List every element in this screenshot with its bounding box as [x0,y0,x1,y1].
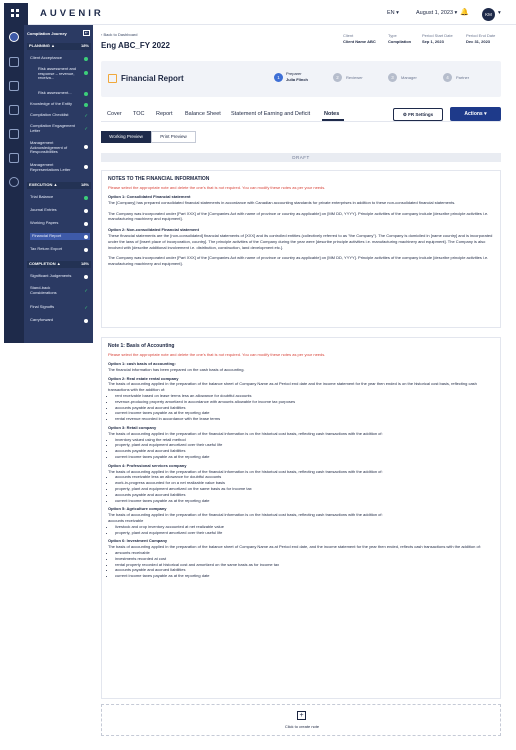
avatar-chevron-icon[interactable]: ▾ [498,10,501,16]
meta-period-start: Period Start Date Sep 1, 2023 [422,33,453,44]
sidebar-item-significant-judgements[interactable]: Significant Judgements [30,274,90,279]
note1-opt2-paragraph: The basis of accounting applied in the preparation of the balance sheet of Company Name as at Period end date and the income statement for the year then ended is on the historical cost basis, reflecting cash transactions with the addition of: [108,381,477,393]
step-3-badge: 3 [388,73,397,82]
edit-icon[interactable] [9,129,19,139]
list-item: • current income taxes payable as at the reporting date [115,498,494,504]
journey-sidebar [24,25,93,343]
meta-type: Type Compilation [388,33,412,44]
sidebar-item-knowledge-entity[interactable]: Knowledge of the Entity [30,102,90,107]
list-item: • current income taxes payable as at the reporting date [115,454,494,460]
list-item: • accounts payable and accrued liabilities [115,448,494,454]
note1-opt4-title: Option 4: Professional services company [108,462,187,468]
step-2-badge: 2 [333,73,342,82]
list-item: • property, plant and equipment amortized over their useful life [115,442,494,448]
journey-icon[interactable] [9,32,19,42]
step-preparer[interactable]: Preparer Julia Flinch [286,71,309,82]
list-item: • rental revenue recorded in accordance with the lease terms [115,416,494,422]
notes-title: NOTES TO THE FINANCIAL INFORMATION [108,176,210,182]
tab-statement-earning[interactable]: Statement of Earning and Deficit [231,111,311,117]
plus-icon: + [297,711,306,720]
auvenir-logo: AUVENIR [40,8,104,19]
list-item: • revenue-producing property amortized in accordance with amounts allowable for income tax purposes [115,399,494,405]
option2-title: Option 2: Non-consolidated Financial statement [108,227,199,233]
step-manager[interactable]: Manager [401,75,417,80]
notes-section-basis-of-accounting[interactable] [101,337,501,699]
list-item: • investments recorded at cost [115,556,494,562]
option1-paragraph-1: The [Company] has prepared consolidated financial statements in accordance with Canadian accounting standards for private enterprises in addition to these non-consolidated financial statements. [108,199,456,205]
section-planning[interactable]: PLANNING ▲ 18% [29,43,89,48]
avatar[interactable]: KM [482,8,495,21]
sidebar-item-compilation-checklist[interactable]: Compilation Checklist ✓ [30,112,88,118]
list-item: • rental property recorded at historical cost and amortized on the same basis as for income tax [115,562,494,568]
sidebar-item-representations-letter[interactable]: Management Representations Letter [30,163,80,172]
note1-opt3-paragraph: The basis of accounting applied in the preparation of the financial information is on the historical cost basis, reflecting cash transactions with the addition of: [108,430,383,436]
note1-opt5-list [115,524,494,536]
tabs-divider [101,121,501,122]
report-title: Financial Report [121,74,184,83]
collapse-icon[interactable]: ⇤ [84,30,89,35]
meta-client: Client Client Name ABC [343,33,376,44]
meta-period-end: Period End Date Dec 31, 2023 [466,33,496,44]
print-preview-button[interactable]: Print Preview [151,131,196,143]
step-reviewer[interactable]: Reviewer [346,75,363,80]
note1-opt4-paragraph: The basis of accounting applied in the preparation of the financial information is on the historical cost basis, reflecting cash transactions with the addition of: [108,468,383,474]
actions-button[interactable]: Actions ▾ [450,107,501,121]
chat-icon[interactable] [9,153,19,163]
note1-opt6-title: Option 6: Investment Company [108,538,168,544]
report-card [101,61,501,97]
note1-opt6-list [115,550,494,579]
sidebar-item-stand-back[interactable]: Stand-back Considerations ✓ [30,285,88,295]
sidebar-item-working-papers[interactable]: Working Papers [30,221,90,226]
app-grid-icon[interactable] [4,3,28,25]
option1-title: Option 1: Consolidated Financial statement [108,194,191,200]
note1-opt4-list [115,474,494,503]
help-icon[interactable] [9,177,19,187]
fr-settings-button[interactable]: ⚙ FR Settings [393,108,443,121]
create-note-label: Click to create note [284,724,320,729]
list-item: • work-in-progress accounted for on a net realizable value basis [115,480,494,486]
list-item: • inventory valued using the retail method [115,437,494,443]
report-icon [108,74,117,83]
draft-banner: DRAFT [101,153,501,162]
list-item: • current income taxes payable as at the reporting date [115,573,494,579]
icon-rail [4,25,24,343]
note1-opt3-list [115,437,494,460]
option1-paragraph-2: The Company was incorporated under [Part XXX] of the [Companies Act with name of province or country as applicable] on [MM DD, YYYY]. Principle activities of the company include [describe principle activities i.e. manufacturing machinery and equipment]. [108,210,489,222]
note1-title: Note 1: Basis of Accounting [108,343,175,349]
step-1-badge: 1 [274,73,283,82]
sidebar-item-engagement-letter[interactable]: Compilation Engagement Letter ✓ [30,123,88,133]
sidebar-item-financial-report[interactable]: Financial Report [30,233,90,240]
note1-opt1-paragraph: The financial information has been prepared on the cash basis of accounting. [108,366,245,372]
section-completion[interactable]: COMPLETION ▲ 18% [29,261,89,266]
date-select[interactable]: August 1, 2023 ▾ [416,10,458,16]
tab-toc[interactable]: TOC [133,111,145,117]
list-item: • property, plant and equipment amortized over their useful life [115,530,494,536]
note1-opt3-title: Option 3: Retail company [108,425,157,431]
sliders-icon[interactable] [9,105,19,115]
list-item: • rent receivable based on lease terms less an allowance for doubtful accounts [115,393,494,399]
sidebar-item-carryforward[interactable]: Carryforward [30,318,90,323]
sidebar-item-client-acceptance[interactable]: Client Acceptance [30,56,90,61]
list-item: • livestock and crop inventory accounted at net realizable value [115,524,494,530]
note1-opt6-paragraph: The basis of accounting applied in the preparation of the balance sheet of Company Name as at Period end date, and the income statement for the year then ended, reflects cash transactions with the addition of: [108,544,481,550]
option2-paragraph-1: These financial statements are the [non-consolidated] financial statements of [XXX] and its controlled entities (collectively referred to as "the Company"). The Company is domiciled in [name country] and is incorporated under the laws of [insert place of incorporation, country]. The principle activities of the Company during the year were [describe principle activities i.e. manufacturing machinery and equipment]. The Company is also involved with [describe additional involvement i.e. distribution, construction, land development etc.]. [108,233,493,250]
note1-instruction: Please select the appropriate note and delete the one's that is not required. You can modify these notes as per your needs. [108,352,326,358]
top-bar [4,3,516,25]
tab-notes[interactable]: Notes [324,111,340,117]
note1-opt2-list [115,393,494,422]
users-icon[interactable] [9,81,19,91]
list-item: • accounts receivable less an allowance for doubtful accounts [115,474,494,480]
back-link[interactable]: ‹ Back to Dashboard [101,32,138,37]
tab-balance-sheet[interactable]: Balance Sheet [185,111,221,117]
list-item: • amounts receivable [115,550,494,556]
journey-title: Compilation Journey [27,31,67,36]
sidebar-item-risk-assessment-revenue[interactable]: Risk assessment and response – revenue, receiva... [38,67,90,81]
note1-opt2-title: Option 2: Real estate rental company [108,375,179,381]
engagement-title: Eng ABC_FY 2022 [101,41,170,50]
create-note-button[interactable] [101,704,501,736]
notes-instruction: Please select the appropriate note and delete the one's that is not required. You can modify these notes as per your needs. [108,185,326,191]
sidebar-item-final-signoffs[interactable]: Final Signoffs ✓ [30,304,88,310]
step-partner[interactable]: Partner [456,75,470,80]
list-item: • accounts payable and accrued liabilities [115,567,494,573]
note1-opt5-subline: accounts receivable [108,517,144,523]
list-item: • accounts payable and accrued liabilities [115,492,494,498]
note1-opt5-title: Option 5: Agriculture company [108,506,167,512]
note1-opt1-title: Option 1: cash basis of accounting: [108,361,176,367]
working-preview-button[interactable]: Working Preview [101,131,151,143]
language-select[interactable]: EN ▾ [387,10,399,16]
notes-section-info[interactable] [101,170,501,328]
list-item: • accounts payable and accrued liabilities [115,405,494,411]
sidebar-item-trial-balance[interactable]: Trial Balance [30,195,90,200]
bell-icon[interactable]: 🔔 [460,9,469,16]
option2-paragraph-2: The Company was incorporated under [Part XXX] of the [Companies Act with name of province or country as applicable] on [MM DD, YYYY]. Principle activities of the company include [describe principle activities i.e. manufacturing machinery and equipment]. [108,255,489,267]
list-item: • current income taxes payable as at the reporting date [115,410,494,416]
step-4-badge: 4 [443,73,452,82]
sidebar-item-tax-return-export[interactable]: Tax Return Export [30,247,90,252]
sidebar-item-management-acknowledgement[interactable]: Management Acknowledgement of Responsibilities [30,141,80,155]
note1-opt5-paragraph: The basis of accounting applied in the preparation of the financial information is on the historical cost basis, reflecting cash transactions with the addition of: [108,512,383,518]
section-execution[interactable]: EXECUTION ▲ 18% [29,182,89,187]
sidebar-item-journal-entries[interactable]: Journal Entries [30,208,90,213]
home-icon[interactable] [9,57,19,67]
tab-cover[interactable]: Cover [107,111,122,117]
tab-report[interactable]: Report [156,111,173,117]
sidebar-item-risk-assessment[interactable]: Risk assessment... [38,91,90,96]
list-item: • property, plant and equipment amortized on the same basis as for income tax [115,486,494,492]
